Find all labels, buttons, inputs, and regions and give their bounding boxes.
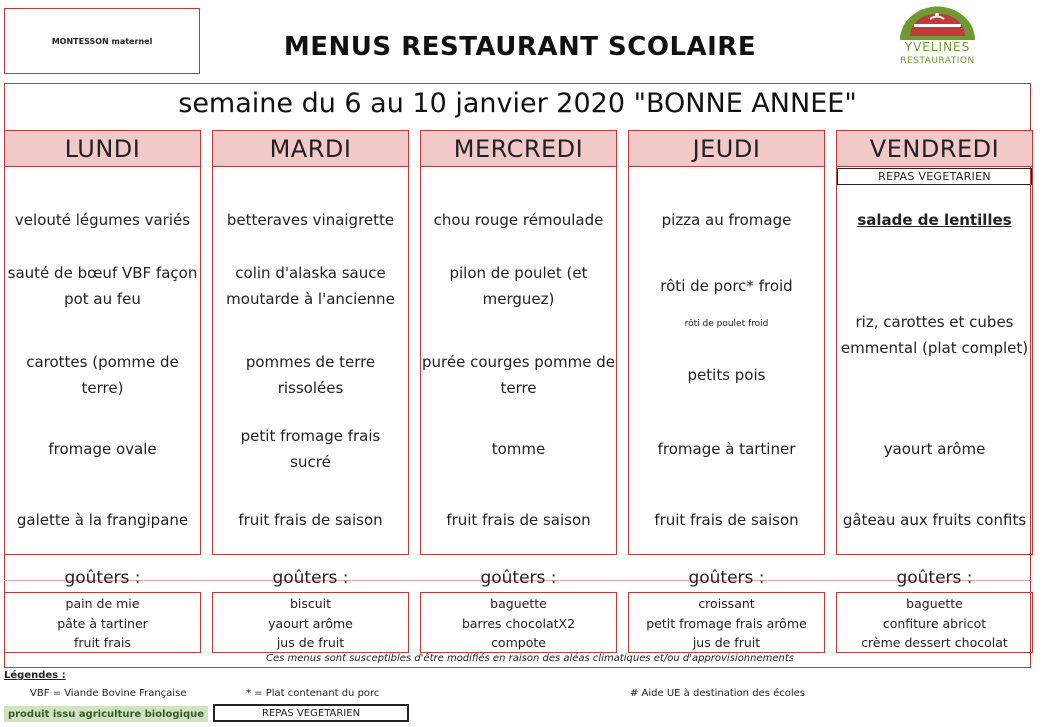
gouter-box-jeudi	[628, 592, 825, 653]
main-dish-line: colin d'alaska sauce	[235, 264, 386, 282]
day-column-lundi	[4, 130, 201, 529]
cheese	[212, 423, 409, 475]
vegetarian-tag: REPAS VEGETARIEN	[837, 168, 1032, 185]
gouter-heading: goûters :	[480, 568, 557, 588]
side-dish-line: pommes de terre	[245, 353, 376, 371]
side-dish	[212, 349, 409, 401]
cheese-line: sucré	[290, 453, 331, 471]
gouter-heading: goûters :	[688, 568, 765, 588]
main-dish-alternative: rôti de poulet froid	[684, 319, 769, 329]
main-dish	[420, 260, 617, 312]
day-header-lundi: LUNDI	[4, 130, 201, 167]
logo-text-restauration: RESTAURATION	[900, 56, 975, 66]
gouter-item: baguette	[490, 596, 547, 611]
gouter-item: petit fromage frais arôme	[646, 615, 807, 631]
main-dish: rôti de porc* froid	[660, 277, 793, 295]
day-column-jeudi	[628, 130, 825, 529]
entree: pizza au fromage	[661, 211, 792, 229]
cloche-icon	[880, 2, 995, 42]
day-column-vendredi	[836, 130, 1033, 529]
side-dish-line: purée courges pomme de	[422, 353, 615, 371]
cheese-line: petit fromage frais	[240, 427, 381, 445]
day-column-mardi	[212, 130, 409, 529]
day-header-jeudi: JEUDI	[628, 130, 825, 167]
main-dish	[836, 309, 1033, 361]
entree: betteraves vinaigrette	[226, 211, 395, 229]
entree: chou rouge rémoulade	[433, 211, 604, 229]
gouter-item: confiture abricot	[882, 615, 987, 631]
dessert: gâteau aux fruits confits	[842, 511, 1027, 529]
cheese: tomme	[491, 440, 546, 458]
school-name: MONTESSON maternel	[51, 36, 153, 46]
gouter-box-vendredi	[836, 592, 1033, 653]
main-dish-line: pot au feu	[64, 290, 141, 308]
gouter-item: pâte à tartiner	[57, 615, 148, 631]
dessert: fruit frais de saison	[446, 511, 591, 529]
cheese: yaourt arôme	[883, 440, 986, 458]
dessert: fruit frais de saison	[654, 511, 799, 529]
gouter-item: baguette	[906, 596, 963, 611]
school-name-box	[4, 8, 200, 74]
side-dish	[420, 349, 617, 401]
main-dish-line: merguez)	[482, 290, 555, 308]
entree: velouté légumes variés	[14, 211, 191, 229]
legend-vegetarian: REPAS VEGETARIEN	[213, 704, 409, 722]
legend-vbf: VBF = Viande Bovine Française	[30, 688, 187, 699]
main-dish-line: emmental (plat complet)	[840, 339, 1029, 357]
gouter-heading: goûters :	[64, 568, 141, 588]
page-title: MENUS RESTAURANT SCOLAIRE	[283, 32, 757, 62]
gouter-item: croissant	[698, 596, 755, 611]
logo-text-yvelines: YVELINES	[904, 40, 971, 54]
gouter-heading: goûters :	[272, 568, 349, 588]
main-dish-line: sauté de bœuf VBF façon	[7, 264, 198, 282]
side-dish-line: terre)	[81, 379, 124, 397]
gouter-item: compote	[491, 635, 546, 650]
day-header-vendredi: VENDREDI	[836, 130, 1033, 167]
cheese: fromage à tartiner	[657, 440, 796, 458]
gouter-item: pain de mie	[65, 596, 140, 611]
day-header-mercredi: MERCREDI	[420, 130, 617, 167]
entree-bio: salade de lentilles	[857, 211, 1012, 229]
week-title: semaine du 6 au 10 janvier 2020 "BONNE ANNEE"	[178, 88, 857, 119]
gouter-item: jus de fruit	[692, 635, 761, 650]
gouter-item: fruit frais	[74, 635, 131, 650]
main-dish	[4, 260, 201, 312]
day-header-mardi: MARDI	[212, 130, 409, 167]
gouter-box-mercredi	[420, 592, 617, 653]
yvelines-logo	[880, 2, 995, 72]
legend-title: Légendes :	[4, 670, 66, 681]
side-dish: petits pois	[687, 366, 766, 384]
side-dish-line: rissolées	[277, 379, 344, 397]
cheese: fromage ovale	[48, 440, 157, 458]
legend-bio: produit issu agriculture biologique	[4, 706, 208, 722]
side-dish	[4, 349, 201, 401]
main-dish	[212, 260, 409, 312]
gouter-item: barres chocolatX2	[461, 615, 576, 631]
gouter-heading: goûters :	[896, 568, 973, 588]
disclaimer: Ces menus sont susceptibles d'être modifiés en raison des aléas climatiques et/ou d'approvisionnements	[265, 653, 795, 664]
main-dish-line: riz, carottes et cubes	[855, 313, 1014, 331]
gouter-item: biscuit	[289, 596, 332, 611]
gouter-item: jus de fruit	[276, 635, 345, 650]
legend-ue-aid: # Aide UE à destination des écoles	[630, 688, 805, 699]
dessert: fruit frais de saison	[238, 511, 383, 529]
side-dish-line: terre	[500, 379, 537, 397]
dessert: galette à la frangipane	[16, 511, 189, 529]
legend-pork: * = Plat contenant du porc	[246, 688, 380, 699]
side-dish-line: carottes (pomme de	[26, 353, 179, 371]
gouter-item: yaourt arôme	[268, 615, 353, 631]
main-dish-line: pilon de poulet (et	[449, 264, 588, 282]
gouter-box-mardi	[212, 592, 409, 653]
day-column-mercredi	[420, 130, 617, 529]
gouter-item: crème dessert chocolat	[861, 635, 1008, 650]
gouter-box-lundi	[4, 592, 201, 653]
main-dish-line: moutarde à l'ancienne	[226, 290, 395, 308]
